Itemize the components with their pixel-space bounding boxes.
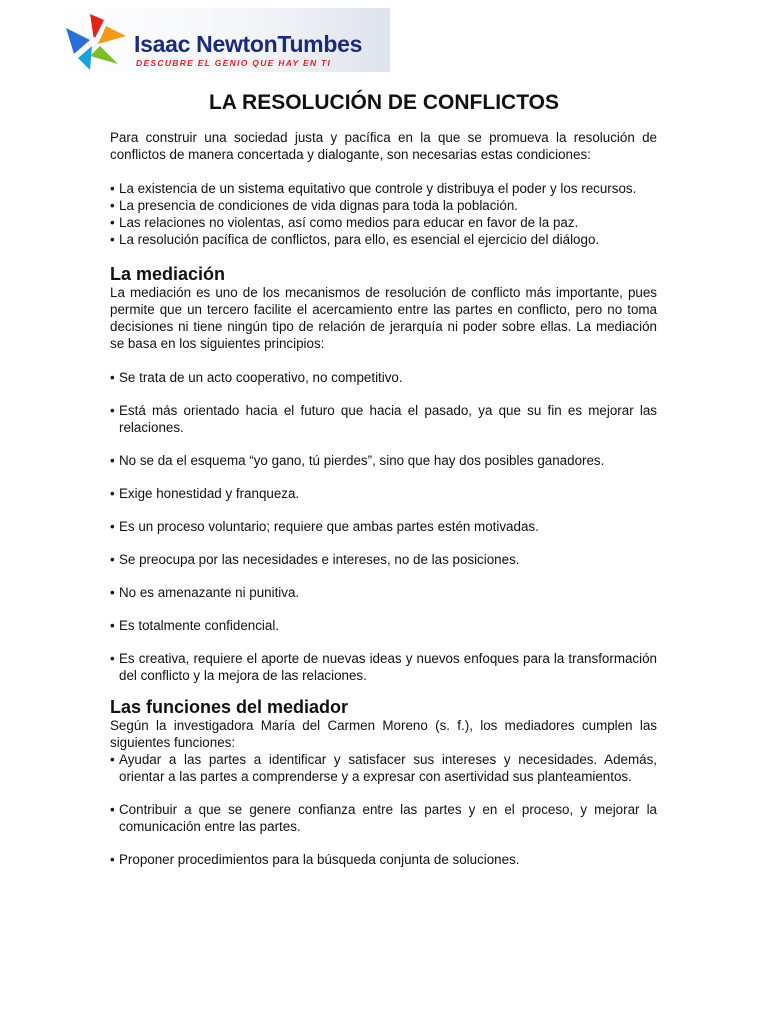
list-item: • No se da el esquema “yo gano, tú pierdes”, sino que hay dos posibles ganadores. — [110, 452, 657, 469]
spacer — [110, 352, 657, 369]
list-item: • Ayudar a las partes a identificar y satisfacer sus intereses y necesidades. Además, orientar a las partes a comprenderse y a expresar con asertividad sus planteamientos. — [110, 751, 657, 785]
functions-list — [110, 751, 657, 868]
list-item: • Contribuir a que se genere confianza entre las partes y en el proceso, y mejorar la comunicación entre las partes. — [110, 801, 657, 835]
principles-list — [110, 369, 657, 684]
list-item: • Se preocupa por las necesidades e intereses, no de las posiciones. — [110, 551, 657, 568]
pinwheel-logo-icon — [60, 10, 134, 72]
document-title: LA RESOLUCIÓN DE CONFLICTOS — [208, 91, 559, 114]
list-item: • Es un proceso voluntario; requiere que ambas partes estén motivadas. — [110, 518, 657, 535]
mediation-paragraph: La mediación es uno de los mecanismos de resolución de conflicto más importante, pues permite que un tercero facilite el acercamiento entre las partes en conflicto, pero no toma decisiones ni tiene ningún tipo de relación de jerarquía ni poder sobre ellas. La mediación se basa en los siguientes principios: — [110, 285, 657, 351]
brand-tagline: DESCUBRE EL GENIO QUE HAY EN TI — [136, 58, 332, 68]
list-item: • Es creativa, requiere el aporte de nuevas ideas y nuevos enfoques para la transformación del conflicto y la mejora de las relaciones. — [110, 650, 657, 684]
list-item: • No es amenazante ni punitiva. — [110, 584, 657, 601]
list-item: • La resolución pacífica de conflictos, para ello, es esencial el ejercicio del diálogo. — [110, 231, 657, 248]
list-item: • Exige honestidad y franqueza. — [110, 485, 657, 502]
list-item: • La presencia de condiciones de vida dignas para toda la población. — [110, 197, 657, 214]
list-item: • Es totalmente confidencial. — [110, 617, 657, 634]
document-body — [110, 129, 657, 868]
list-item: • La existencia de un sistema equitativo que controle y distribuya el poder y los recursos. — [110, 180, 657, 197]
list-item: • Proponer procedimientos para la búsqueda conjunta de soluciones. — [110, 851, 657, 868]
list-item: • Las relaciones no violentas, así como medios para educar en favor de la paz. — [110, 214, 657, 231]
brand-header — [60, 8, 390, 72]
mediator-functions-paragraph: Según la investigadora María del Carmen Moreno (s. f.), los mediadores cumplen las siguientes funciones: — [110, 718, 657, 750]
mediation-heading: La mediación — [110, 264, 226, 284]
intro-paragraph: Para construir una sociedad justa y pacífica en la que se promueva la resolución de conflictos de manera concertada y dialogante, son necesarias estas condiciones: — [110, 130, 657, 162]
list-item: • Se trata de un acto cooperativo, no competitivo. — [110, 369, 657, 386]
mediator-functions-heading: Las funciones del mediador — [110, 697, 349, 717]
conditions-list — [110, 180, 657, 248]
brand-name: Isaac NewtonTumbes — [134, 31, 363, 57]
list-item: • Está más orientado hacia el futuro que hacia el pasado, ya que su fin es mejorar las relaciones. — [110, 402, 657, 436]
spacer — [110, 684, 657, 697]
